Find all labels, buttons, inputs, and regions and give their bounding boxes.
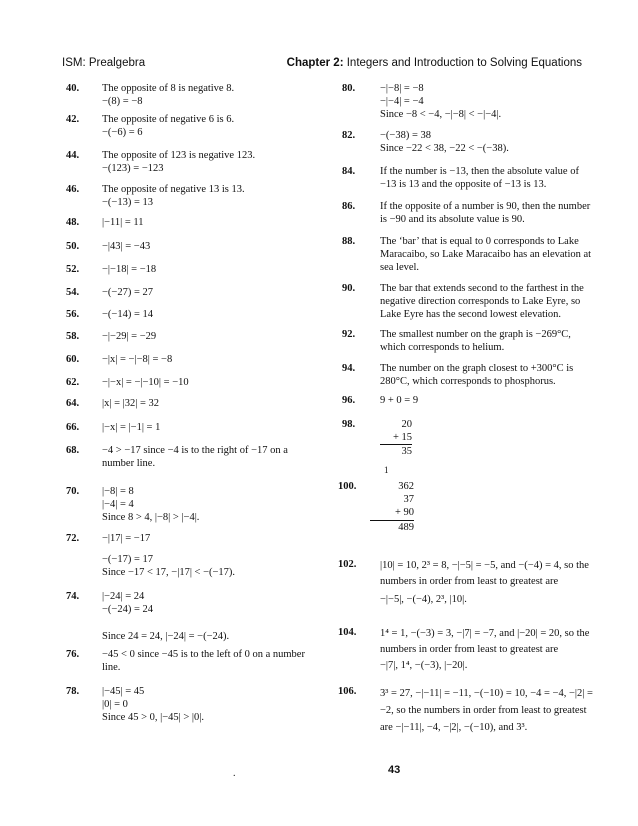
problem-line: The ‘bar’ that is equal to 0 corresponds to Lake Maracaibo, so Lake Maracaibo has an elevation at sea level. (380, 236, 592, 274)
problem-line: −(−14) = 14 (102, 309, 154, 320)
problem-number: 76. (66, 649, 80, 660)
problem-number: 84. (342, 166, 356, 177)
problem-line: Since −17 < 17, −|17| < −(−17). (102, 567, 236, 579)
problem-line: The opposite of 123 is negative 123. (102, 150, 256, 161)
problem-line: The opposite of 8 is negative 8. (102, 83, 235, 94)
problem-line: 9 + 0 = 9 (380, 395, 419, 406)
problem-line: Since 24 = 24, |−24| = −(−24). (102, 631, 230, 643)
problem-line: −45 < 0 since −45 is to the left of 0 on a number line. (102, 649, 305, 674)
problem-number: 94. (342, 363, 356, 374)
problem-line: Since −22 < 38, −22 < −(−38). (380, 143, 509, 155)
problem-number: 88. (342, 236, 356, 247)
problem-line: Since 45 > 0, |−45| > |0|. (102, 712, 205, 724)
problem-line: −(8) = −8 (102, 96, 143, 108)
problem-line: The number on the graph closest to +300°C is 280°C, which corresponds to phosphorus. (380, 363, 574, 388)
problem-number: 102. (338, 559, 357, 570)
addend: 362 (398, 481, 414, 492)
problem-number: 40. (66, 83, 80, 94)
footer-dot: . (233, 768, 236, 779)
problem-line: −|−4| = −4 (380, 96, 424, 108)
problem-number: 66. (66, 422, 80, 433)
problem-line: Since −8 < −4, −|−8| < −|−4|. (380, 109, 502, 121)
problem-line: −|x| = −|−8| = −8 (102, 354, 173, 365)
problem-number: 48. (66, 217, 80, 228)
problem-line: −(−6) = 6 (102, 127, 143, 139)
problem-number: 46. (66, 184, 80, 195)
problem-line: |−x| = |−1| = 1 (102, 422, 161, 433)
problem-line: −(123) = −123 (102, 163, 164, 175)
problem-line: −(−17) = 17 (102, 554, 154, 566)
addend: + 90 (370, 506, 414, 520)
sum: 35 (401, 446, 412, 458)
sum: 489 (398, 521, 414, 533)
addend: + 15 (380, 431, 412, 445)
problem-number: 74. (66, 591, 80, 602)
problem-line: −|−8| = −8 (380, 83, 424, 94)
problem-line: −(−24) = 24 (102, 604, 154, 616)
problem-number: 86. (342, 201, 356, 212)
page-number: 43 (388, 764, 401, 776)
problem-line: |−4| = 4 (102, 499, 134, 511)
problem-line: −|43| = −43 (102, 241, 151, 252)
running-header-left: ISM: Prealgebra (62, 57, 146, 69)
problem-line: |−45| = 45 (102, 686, 145, 697)
problem-line: |0| = 0 (102, 699, 128, 711)
running-header-right (287, 57, 582, 69)
problem-number: 96. (342, 395, 356, 406)
problem-number: 44. (66, 150, 80, 161)
problem-line: The opposite of negative 6 is 6. (102, 114, 235, 125)
problem-line: |10| = 10, 2³ = 8, −|−5| = −5, and −(−4) = 4, so the numbers in order from least to greatest are (380, 560, 589, 587)
problem-line: Since 8 > 4, |−8| > |−4|. (102, 512, 200, 524)
problem-number: 52. (66, 264, 80, 275)
problem-line: |−11| = 11 (102, 217, 144, 228)
problem-number: 68. (66, 445, 80, 456)
problem-line: 1⁴ = 1, −(−3) = 3, −|7| = −7, and |−20| = 20, so the numbers in order from least to greatest are (380, 628, 590, 655)
problem-line: The opposite of negative 13 is 13. (102, 184, 245, 195)
problem-number: 62. (66, 377, 80, 388)
problem-number: 92. (342, 329, 356, 340)
problem-line: |x| = |32| = 32 (102, 398, 160, 409)
problem-line: 3³ = 27, −|−11| = −11, −(−10) = 10, −4 = −4, −|2| = −2, so the numbers in order from least to greatest are −|−11|, −4, −|2|, −(−10), and 3³. (380, 688, 593, 733)
chapter-title: Integers and Introduction to Solving Equations (343, 57, 582, 69)
problem-number: 90. (342, 283, 356, 294)
problem-number: 100. (338, 481, 357, 492)
problem-line: |−8| = 8 (102, 486, 134, 497)
problem-number: 50. (66, 241, 80, 252)
addend: 20 (401, 419, 412, 430)
problem-line: −|−5|, −(−4), 2³, |10|. (380, 594, 467, 605)
problem-number: 70. (66, 486, 80, 497)
problem-line: −|17| = −17 (102, 533, 151, 544)
problem-line: −|−29| = −29 (102, 331, 157, 342)
problem-number: 42. (66, 114, 80, 125)
problem-number: 58. (66, 331, 80, 342)
problem-line: If the number is −13, then the absolute value of −13 is 13 and the opposite of −13 is 13. (380, 166, 579, 191)
problem-number: 54. (66, 287, 80, 298)
problem-number: 98. (342, 419, 356, 430)
addend: 37 (403, 494, 414, 506)
problem-number: 60. (66, 354, 80, 365)
problem-line: −(−27) = 27 (102, 287, 154, 298)
problem-number: 104. (338, 627, 357, 638)
chapter-label: Chapter 2: (286, 57, 344, 69)
problem-line: If the opposite of a number is 90, then the number is −90 and its absolute value is 90. (380, 201, 591, 226)
problem-line: −4 > −17 since −4 is to the right of −17 on a number line. (102, 445, 288, 470)
problem-line: −(−38) = 38 (380, 130, 432, 141)
problem-line: −|−x| = −|−10| = −10 (102, 377, 189, 388)
problem-number: 80. (342, 83, 356, 94)
problem-number: 56. (66, 309, 80, 320)
problem-line: −|7|, 1⁴, −(−3), |−20|. (380, 660, 468, 671)
problem-line: |−24| = 24 (102, 591, 145, 602)
problem-number: 64. (66, 398, 80, 409)
problem-line: The smallest number on the graph is −269°C, which corresponds to helium. (380, 329, 571, 354)
problem-line: −|−18| = −18 (102, 264, 157, 275)
problem-number: 106. (338, 686, 357, 697)
problem-line: The bar that extends second to the farthest in the negative direction corresponds to Lake Eyre, so Lake Eyre has the second lowest elevation. (380, 283, 584, 321)
problem-number: 82. (342, 130, 356, 141)
carry-digit: 1 (384, 465, 389, 475)
problem-number: 72. (66, 533, 80, 544)
problem-number: 78. (66, 686, 80, 697)
problem-line: −(−13) = 13 (102, 197, 154, 209)
